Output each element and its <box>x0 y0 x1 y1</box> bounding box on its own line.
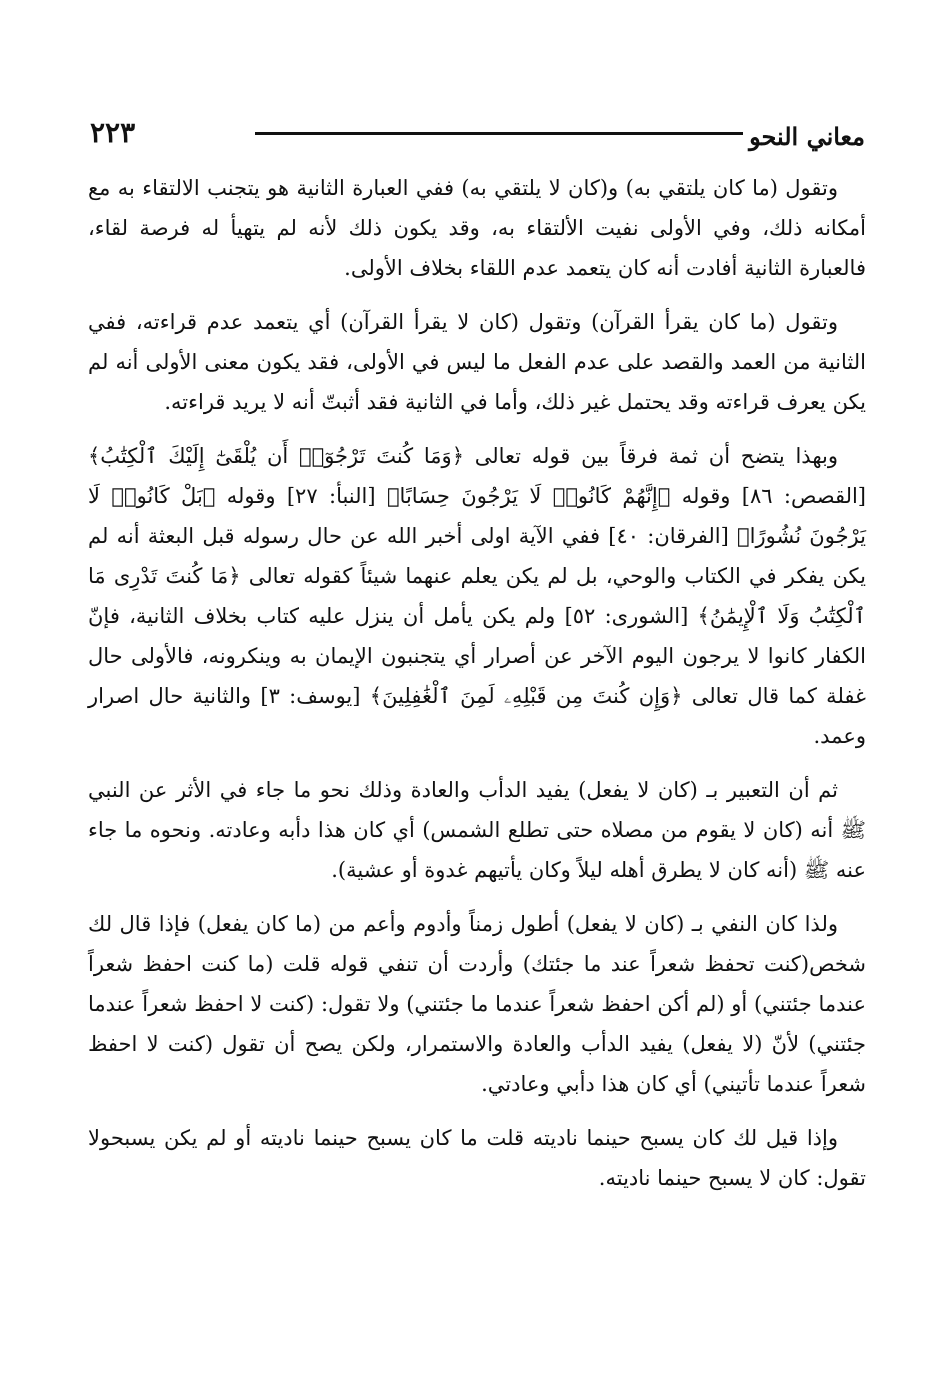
paragraph: ولذا كان النفي بـ (كان لا يفعل) أطول زمناً وأدوم وأعم من (ما كان يفعل) فإذا قال لك شخص(كنت تحفظ شعراً عند ما جئتك) وأردت أن تنفي قوله قلت (ما كنت احفظ شعراً عندما جئتني) أو (لم أكن احفظ شعراً عندما ما جئتني) ولا تقول: (كنت لا احفظ شعراً عندما جئتني) لأنّ (لا يفعل) يفيد الدأب والعادة والاستمرار، ولكن يصح أن تقول (كنت لا احفظ شعراً عندما تأتيني) أي كان هذا دأبي وعادتي. <box>88 912 866 1096</box>
book-title: معاني النحو <box>749 122 865 151</box>
paragraph: وبهذا يتضح أن ثمة فرقاً بين قوله تعالى ﴿وَمَا كُنتَ تَرْجُوٓا۟ أَن يُلْقَىٰٓ إِلَيْكَ ٱلْكِتَٰبُ﴾ [القصص: ٨٦] وقوله ﴿إِنَّهُمْ كَانُوا۟ لَا يَرْجُونَ حِسَابًا﴾ [النبأ: ٢٧] وقوله ﴿بَلْ كَانُوا۟ لَا يَرْجُونَ نُشُورًا﴾ [الفرقان: ٤٠] ففي الآية اولى أخبر الله عن حال رسوله قبل البعثة أنه لم يكن يفكر في الكتاب والوحي، بل لم يكن يعلم عنهما شيئاً كقوله تعالى ﴿مَا كُنتَ تَدْرِى مَا ٱلْكِتَٰبُ وَلَا ٱلْإِيمَٰنُ﴾ [الشورى: ٥٢] ولم يكن يأمل أن ينزل عليه كتاب بخلاف الثانية، فإنّ الكفار كانوا لا يرجون اليوم الآخر عن أصرار أي يتجنبون الإيمان به وينكرونه، فالأولى حال غفلة كما قال تعالى ﴿وَإِن كُنتَ مِن قَبْلِهِۦ لَمِنَ ٱلْغَٰفِلِينَ﴾ [يوسف: ٣] والثانية حال اصرار وعمد. <box>88 444 866 748</box>
paragraph: وتقول (ما كان يقرأ القرآن) وتقول (كان لا يقرأ القرآن) أي يتعمد عدم قراءته، ففي الثانية من العمد والقصد على عدم الفعل ما ليس في الأولى، فقد يكون معنى الأولى أنه لم يكن يعرف قراءته وقد يحتمل غير ذلك، وأما في الثانية فقد أثبتّ أنه لا يريد قراءته. <box>88 310 866 414</box>
running-header <box>90 116 865 156</box>
header-rule <box>255 132 743 135</box>
body-text <box>88 168 866 1212</box>
paragraph: وإذا قيل لك كان يسبح حينما ناديته قلت ما كان يسبح حينما ناديته أو لم يكن يسبحولا تقول: كان لا يسبح حينما ناديته. <box>88 1126 866 1190</box>
paragraph: وتقول (ما كان يلتقي به) و(كان لا يلتقي به) ففي العبارة الثانية هو يتجنب الالتقاء به مع أمكانه ذلك، وفي الأولى نفيت الألتقاء به، وقد يكون ذلك لأنه لم يتهيأ له فرصة لقاء، فالعبارة الثانية أفادت أنه كان يتعمد عدم اللقاء بخلاف الأولى. <box>88 176 866 280</box>
paragraph: ثم أن التعبير بـ (كان لا يفعل) يفيد الدأب والعادة وذلك نحو ما جاء في الأثر عن النبي ﷺ أنه (كان لا يقوم من مصلاه حتى تطلع الشمس) أي كان هذا دأبه وعادته. ونحوه ما جاء عنه ﷺ (أنه كان لا يطرق أهله ليلاً وكان يأتيهم غدوة أو عشية). <box>88 778 866 882</box>
page-number: ٢٢٣ <box>90 116 136 149</box>
